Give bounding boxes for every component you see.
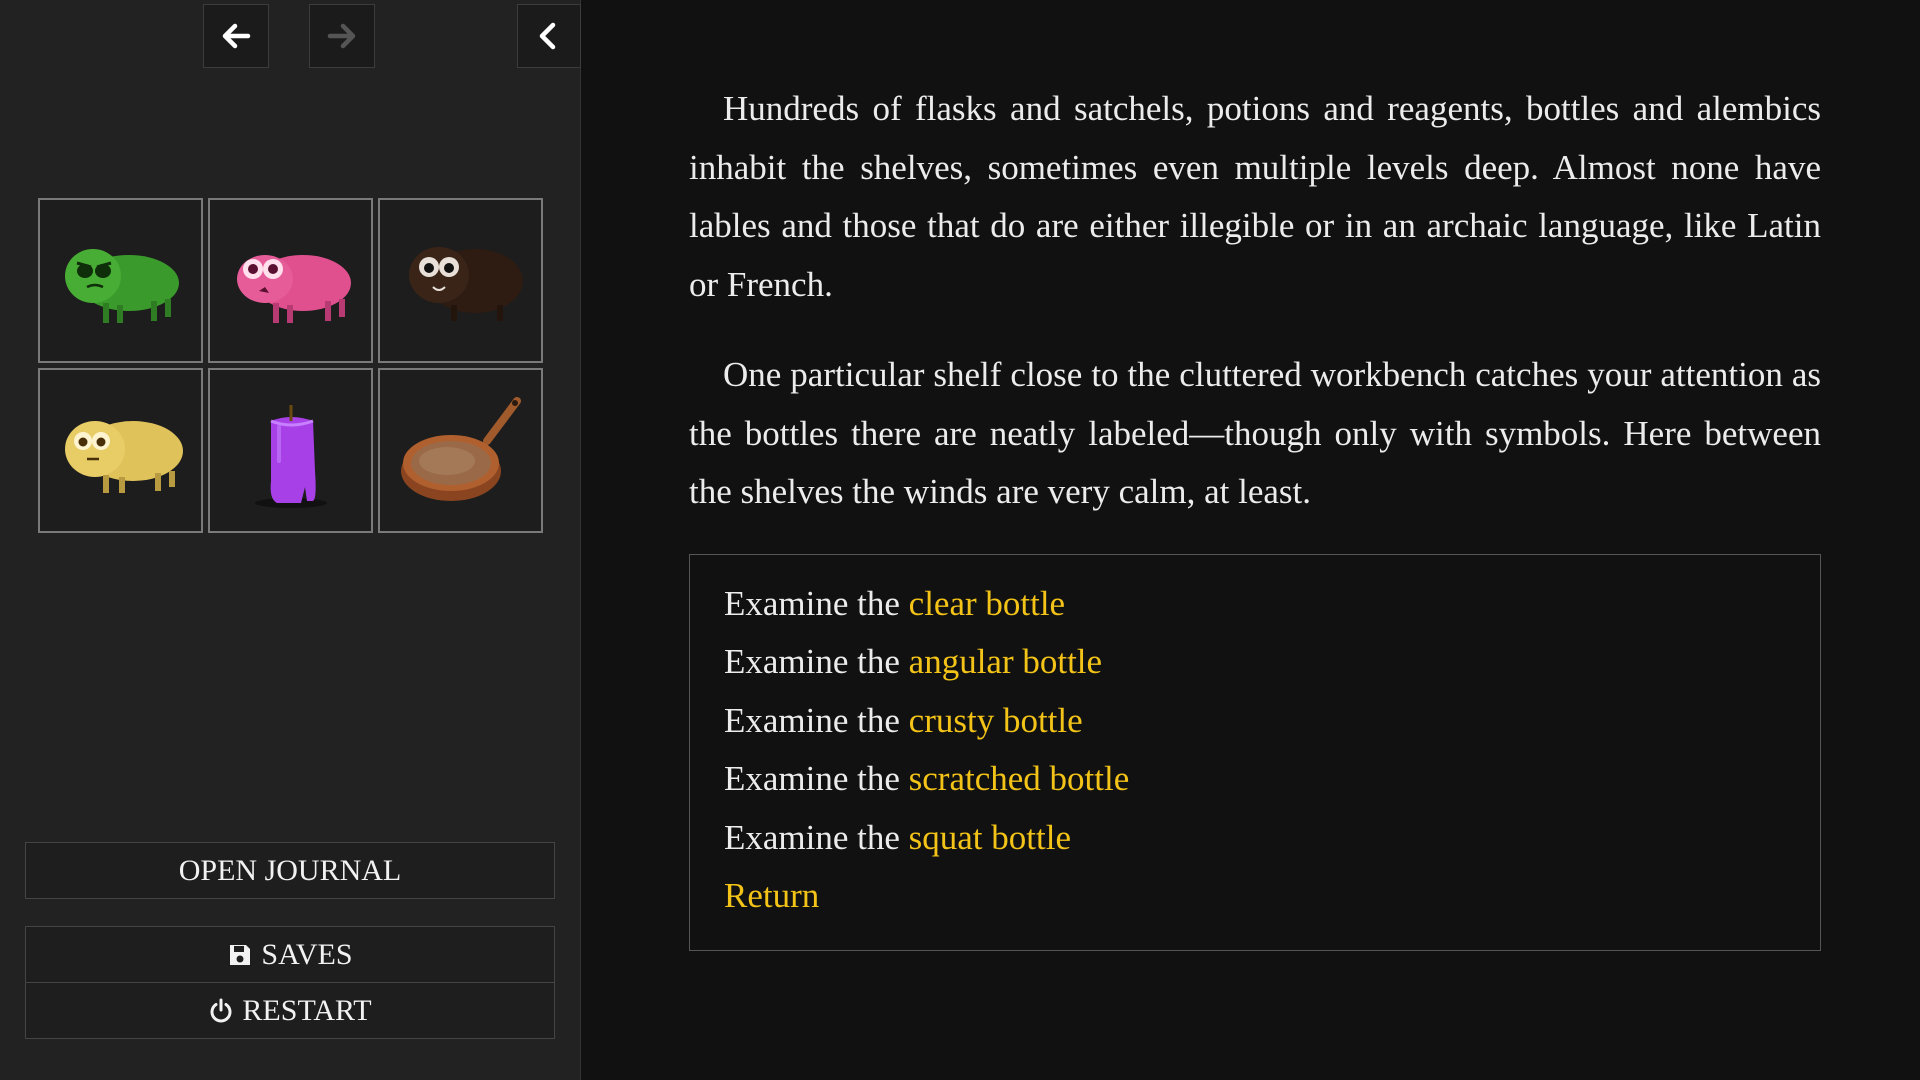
inventory-slot[interactable]	[38, 198, 203, 363]
choice-prefix: Examine the	[724, 642, 909, 681]
restart-button[interactable]	[25, 982, 555, 1039]
inventory-slot[interactable]	[378, 368, 543, 533]
back-button[interactable]	[203, 4, 269, 68]
chevron-left-icon	[531, 18, 567, 54]
story-paragraph: One particular shelf close to the cluttered workbench catches your attention as the bottles there are neatly labeled—though only with symbols. Here between the shelves the winds are very calm, at least.	[689, 355, 1821, 511]
choice-prefix: Examine the	[724, 583, 909, 623]
story-panel	[689, 80, 1821, 951]
power-icon	[208, 998, 234, 1024]
arrow-right-icon	[324, 18, 360, 54]
choice-squat-bottle	[724, 809, 1786, 868]
saves-label: SAVES	[261, 937, 353, 971]
choice-prefix: Examine the	[724, 700, 909, 740]
copper-pan-icon	[391, 391, 531, 511]
arrow-left-icon	[218, 18, 254, 54]
choice-scratched-bottle	[724, 750, 1786, 809]
purple-candle-icon	[221, 391, 361, 511]
choice-crusty-bottle	[724, 692, 1786, 751]
choice-return	[724, 867, 1786, 926]
forward-button[interactable]	[309, 4, 375, 68]
collapse-sidebar-button[interactable]	[517, 4, 581, 68]
inventory-slot[interactable]	[208, 368, 373, 533]
choice-prefix: Examine the	[724, 759, 909, 798]
choice-link-angular-bottle[interactable]: angular bottle	[908, 642, 1103, 681]
inventory-grid	[38, 198, 543, 533]
brown-creature-icon	[391, 221, 531, 341]
green-creature-icon	[51, 221, 191, 341]
choice-link-squat-bottle[interactable]: squat bottle	[908, 817, 1071, 857]
choice-angular-bottle	[724, 633, 1786, 692]
choice-link-clear-bottle[interactable]: clear bottle	[908, 583, 1066, 623]
choices-box	[689, 554, 1821, 951]
inventory-slot[interactable]	[378, 198, 543, 363]
saves-button[interactable]	[25, 926, 555, 983]
inventory-slot[interactable]	[38, 368, 203, 533]
choice-clear-bottle	[724, 575, 1786, 634]
pink-creature-icon	[221, 221, 361, 341]
return-link[interactable]: Return	[724, 876, 820, 915]
choice-link-crusty-bottle[interactable]: crusty bottle	[908, 700, 1083, 740]
story-paragraph: Hundreds of flasks and satchels, potions and reagents, bottles and alembics inhabit the shelves, sometimes even multiple levels deep. Almost none have lables and those that do are either illegible or in an archaic language, like Latin or French.	[689, 89, 1821, 304]
floppy-disk-icon	[227, 942, 253, 968]
inventory-slot[interactable]	[208, 198, 373, 363]
open-journal-button[interactable]	[25, 842, 555, 899]
choice-prefix: Examine the	[724, 817, 909, 857]
sidebar	[0, 0, 581, 1080]
open-journal-label: OPEN JOURNAL	[178, 853, 402, 887]
yellow-creature-icon	[51, 391, 191, 511]
restart-label: RESTART	[242, 993, 372, 1027]
choice-link-scratched-bottle[interactable]: scratched bottle	[908, 759, 1130, 798]
